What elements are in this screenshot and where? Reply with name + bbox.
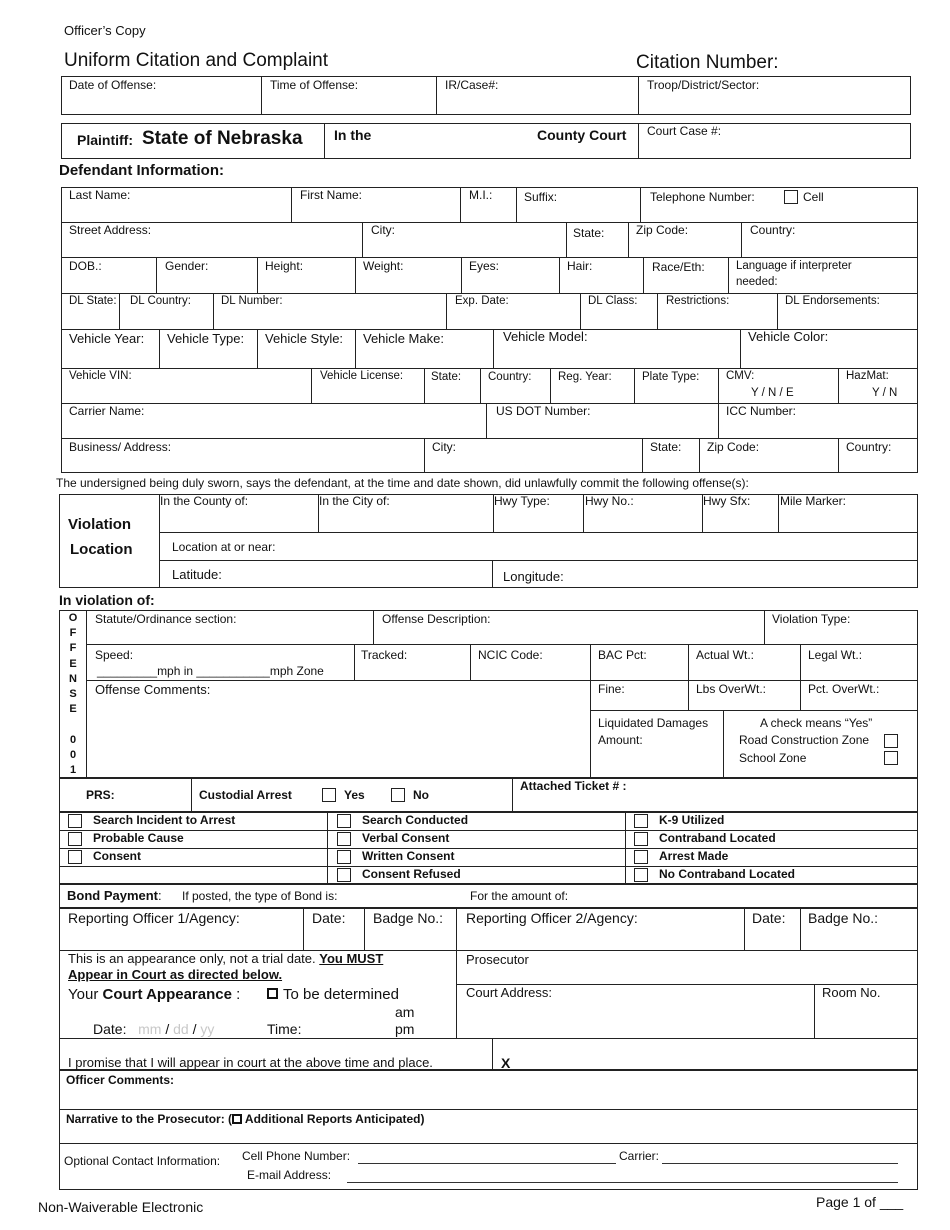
liquidated-amount-label: Amount: bbox=[598, 733, 643, 747]
hwy-type-field[interactable]: Hwy Type: bbox=[494, 494, 550, 508]
offense-description-field[interactable]: Offense Description: bbox=[382, 612, 491, 626]
last-name-field[interactable]: Last Name: bbox=[69, 188, 131, 202]
school-zone-label: School Zone bbox=[739, 751, 807, 765]
carrier-name-field[interactable]: Carrier Name: bbox=[69, 404, 145, 418]
offense-number-letters bbox=[62, 611, 84, 778]
prs-field[interactable]: PRS: bbox=[86, 788, 115, 802]
appearance-time-field[interactable]: Time: bbox=[267, 1021, 302, 1037]
business-city-field[interactable]: City: bbox=[432, 440, 456, 454]
ncic-code-field[interactable]: NCIC Code: bbox=[478, 648, 543, 662]
written-consent-checkbox[interactable] bbox=[337, 850, 351, 864]
custodial-no-checkbox[interactable] bbox=[391, 788, 405, 802]
violation-heading-2: Location bbox=[70, 541, 133, 558]
date-yy-placeholder: yy bbox=[200, 1021, 215, 1037]
bond-payment-label: Bond Payment: bbox=[67, 888, 162, 903]
country-field[interactable]: Country: bbox=[750, 223, 796, 237]
search-conducted-checkbox[interactable] bbox=[337, 814, 351, 828]
business-address-field[interactable]: Business/ Address: bbox=[69, 440, 172, 454]
footer-left: Non-Waiverable Electronic bbox=[38, 1199, 204, 1215]
consent-label: Consent bbox=[93, 849, 141, 863]
ir-case-field[interactable]: IR/Case#: bbox=[445, 78, 499, 92]
no-contraband-checkbox[interactable] bbox=[634, 868, 648, 882]
lbs-overwt-field[interactable]: Lbs OverWt.: bbox=[696, 682, 767, 696]
custodial-arrest-label: Custodial Arrest bbox=[199, 788, 292, 802]
carrier-input[interactable] bbox=[662, 1163, 898, 1164]
legal-wt-field[interactable]: Legal Wt.: bbox=[808, 648, 863, 662]
date-dd-placeholder: dd bbox=[173, 1021, 189, 1037]
am-option[interactable]: am bbox=[395, 1004, 415, 1020]
consent-refused-checkbox[interactable] bbox=[337, 868, 351, 882]
narrative-field[interactable]: Narrative to the Prosecutor: ( Additional Reports Anticipated) bbox=[66, 1112, 425, 1126]
no-contraband-label: No Contraband Located bbox=[659, 867, 796, 881]
court-case-field[interactable]: Court Case #: bbox=[647, 124, 722, 138]
prosecutor-field[interactable]: Prosecutor bbox=[466, 952, 529, 967]
officer-1-badge-field[interactable]: Badge No.: bbox=[373, 910, 444, 926]
check-means-note: A check means “Yes” bbox=[760, 716, 873, 730]
hwy-no-field[interactable]: Hwy No.: bbox=[585, 494, 634, 508]
telephone-field[interactable]: Telephone Number: bbox=[650, 190, 755, 204]
hazmat-options[interactable]: Y / N bbox=[872, 387, 898, 399]
vehicle-type-field[interactable]: Vehicle Type: bbox=[167, 331, 245, 346]
vehicle-style-field[interactable]: Vehicle Style: bbox=[265, 331, 344, 346]
troop-district-field[interactable]: Troop/District/Sector: bbox=[647, 78, 760, 92]
contraband-located-label: Contraband Located bbox=[659, 831, 776, 845]
vehicle-color-field[interactable]: Vehicle Color: bbox=[748, 329, 829, 344]
suffix-field[interactable]: Suffix: bbox=[524, 190, 558, 204]
custodial-yes-checkbox[interactable] bbox=[322, 788, 336, 802]
appearance-notice-2: Appear in Court as directed below. bbox=[68, 967, 283, 982]
pct-overwt-field[interactable]: Pct. OverWt.: bbox=[808, 682, 880, 696]
first-name-field[interactable]: First Name: bbox=[300, 188, 363, 202]
bond-amount-field[interactable]: For the amount of: bbox=[470, 889, 569, 903]
eyes-field[interactable]: Eyes: bbox=[469, 259, 500, 273]
county-of-field[interactable]: In the County of: bbox=[160, 494, 249, 508]
written-consent-label: Written Consent bbox=[362, 849, 455, 863]
signature-field[interactable]: X bbox=[501, 1055, 511, 1071]
officer-comments-box bbox=[59, 1070, 918, 1110]
location-near-field[interactable]: Location at or near: bbox=[172, 540, 276, 554]
citation-number-label: Citation Number: bbox=[636, 52, 779, 73]
offense-letter: 0 bbox=[69, 748, 77, 761]
probable-cause-label: Probable Cause bbox=[93, 831, 184, 845]
court-appearance-label: Your Court Appearance : bbox=[68, 986, 241, 1003]
offense-letter: F bbox=[69, 627, 77, 640]
offense-letter: S bbox=[69, 688, 77, 701]
offense-letter: E bbox=[69, 703, 77, 716]
time-of-offense-field[interactable]: Time of Offense: bbox=[270, 78, 359, 92]
language-needed-label: needed: bbox=[736, 276, 778, 288]
appearance-notice: This is an appearance only, not a trial date. You MUST bbox=[68, 951, 384, 966]
vehicle-country-field[interactable]: Country: bbox=[488, 371, 532, 383]
violation-heading-1: Violation bbox=[68, 516, 132, 533]
verbal-consent-label: Verbal Consent bbox=[362, 831, 450, 845]
search-incident-checkbox[interactable] bbox=[68, 814, 82, 828]
offense-letter: F bbox=[69, 642, 77, 655]
vehicle-make-field[interactable]: Vehicle Make: bbox=[363, 331, 444, 346]
vehicle-year-field[interactable]: Vehicle Year: bbox=[69, 331, 145, 346]
road-construction-checkbox[interactable] bbox=[884, 734, 898, 748]
business-zip-field[interactable]: Zip Code: bbox=[707, 440, 760, 454]
bond-type-field[interactable]: If posted, the type of Bond is: bbox=[182, 889, 338, 903]
carrier-label: Carrier: bbox=[619, 1149, 660, 1163]
copy-label: Officer’s Copy bbox=[64, 23, 146, 38]
city-field[interactable]: City: bbox=[371, 223, 395, 237]
vehicle-model-field[interactable]: Vehicle Model: bbox=[503, 329, 588, 344]
mi-field[interactable]: M.I.: bbox=[469, 188, 493, 202]
dl-state-field[interactable]: DL State: bbox=[69, 295, 117, 307]
gender-field[interactable]: Gender: bbox=[165, 259, 209, 273]
hazmat-field[interactable]: HazMat: bbox=[846, 370, 889, 382]
reg-year-field[interactable]: Reg. Year: bbox=[558, 371, 612, 383]
language-field[interactable]: Language if interpreter bbox=[736, 260, 852, 272]
vehicle-license-field[interactable]: Vehicle License: bbox=[320, 370, 404, 382]
business-state-field[interactable]: State: bbox=[650, 440, 682, 454]
dl-country-field[interactable]: DL Country: bbox=[130, 295, 191, 307]
email-input[interactable] bbox=[347, 1182, 898, 1183]
restrictions-field[interactable]: Restrictions: bbox=[666, 295, 730, 307]
school-zone-checkbox[interactable] bbox=[884, 751, 898, 765]
reporting-officer-1-field[interactable]: Reporting Officer 1/Agency: bbox=[68, 910, 240, 926]
liquidated-damages-field[interactable]: Liquidated Damages bbox=[598, 716, 709, 730]
in-violation-heading: In violation of: bbox=[59, 592, 155, 608]
sworn-statement: The undersigned being duly sworn, says the defendant, at the time and date shown, did unlawfully commit the following offense(s): bbox=[56, 476, 749, 490]
plaintiff-value: State of Nebraska bbox=[142, 128, 303, 149]
k9-utilized-label: K-9 Utilized bbox=[659, 813, 725, 827]
to-be-determined-checkbox[interactable] bbox=[267, 988, 278, 999]
speed-field[interactable]: Speed: bbox=[95, 648, 134, 662]
contraband-located-checkbox[interactable] bbox=[634, 832, 648, 846]
optional-contact-label: Optional Contact Information: bbox=[64, 1154, 221, 1168]
city-of-field[interactable]: In the City of: bbox=[319, 494, 390, 508]
offense-letter: N bbox=[69, 672, 77, 685]
race-field[interactable]: Race/Eth: bbox=[652, 260, 705, 274]
officer-1-date-field[interactable]: Date: bbox=[312, 910, 346, 926]
cell-label: Cell bbox=[803, 190, 824, 204]
vehicle-vin-field[interactable]: Vehicle VIN: bbox=[69, 370, 132, 382]
attached-ticket-field[interactable]: Attached Ticket # : bbox=[520, 779, 627, 793]
to-be-determined-label: To be determined bbox=[283, 986, 399, 1003]
street-address-field[interactable]: Street Address: bbox=[69, 223, 152, 237]
speed-zone-line[interactable]: _________mph in ___________mph Zone bbox=[97, 664, 324, 678]
vehicle-state-field[interactable]: State: bbox=[431, 371, 462, 383]
offense-letter: E bbox=[69, 657, 77, 670]
violation-type-field[interactable]: Violation Type: bbox=[772, 612, 851, 626]
arrest-row bbox=[59, 778, 918, 812]
date-mm-placeholder: mm bbox=[138, 1021, 162, 1037]
dob-field[interactable]: DOB.: bbox=[69, 259, 102, 273]
latitude-field[interactable]: Latitude: bbox=[172, 567, 222, 582]
verbal-consent-checkbox[interactable] bbox=[337, 832, 351, 846]
hwy-sfx-field[interactable]: Hwy Sfx: bbox=[703, 494, 751, 508]
email-label: E-mail Address: bbox=[247, 1168, 332, 1182]
dl-endorsements-field[interactable]: DL Endorsements: bbox=[785, 295, 880, 307]
officer-2-badge-field[interactable]: Badge No.: bbox=[808, 910, 879, 926]
tracked-field[interactable]: Tracked: bbox=[361, 648, 408, 662]
in-the-label: In the bbox=[334, 127, 372, 143]
cell-phone-label: Cell Phone Number: bbox=[242, 1149, 351, 1163]
promise-statement: I promise that I will appear in court at the above time and place. bbox=[68, 1055, 433, 1070]
offense-letter: O bbox=[68, 612, 78, 624]
cell-checkbox[interactable] bbox=[784, 190, 798, 204]
court-address-field[interactable]: Court Address: bbox=[466, 985, 552, 1000]
cmv-options[interactable]: Y / N / E bbox=[751, 387, 794, 399]
offense-letter: 1 bbox=[69, 764, 77, 777]
zip-code-field[interactable]: Zip Code: bbox=[636, 223, 689, 237]
plate-type-field[interactable]: Plate Type: bbox=[642, 371, 700, 383]
cell-phone-input[interactable] bbox=[358, 1163, 616, 1164]
custodial-no-label: No bbox=[413, 788, 429, 802]
appearance-date-field[interactable]: Date: mm / dd / yy bbox=[93, 1021, 215, 1037]
consent-checkbox[interactable] bbox=[68, 850, 82, 864]
us-dot-field[interactable]: US DOT Number: bbox=[496, 404, 591, 418]
officer-2-date-field[interactable]: Date: bbox=[752, 910, 786, 926]
cmv-field[interactable]: CMV: bbox=[726, 370, 755, 382]
bac-pct-field[interactable]: BAC Pct: bbox=[598, 648, 647, 662]
pm-option[interactable]: pm bbox=[395, 1021, 415, 1037]
custodial-yes-label: Yes bbox=[344, 788, 365, 802]
offense-letter: 0 bbox=[69, 733, 77, 746]
road-construction-label: Road Construction Zone bbox=[739, 733, 870, 747]
page-number: Page 1 of ___ bbox=[816, 1194, 904, 1210]
date-of-offense-field[interactable]: Date of Offense: bbox=[69, 78, 157, 92]
dl-class-field[interactable]: DL Class: bbox=[588, 295, 638, 307]
defendant-heading: Defendant Information: bbox=[59, 162, 224, 179]
county-court-label: County Court bbox=[537, 127, 627, 143]
icc-number-field[interactable]: ICC Number: bbox=[726, 404, 797, 418]
hair-field[interactable]: Hair: bbox=[567, 259, 593, 273]
k9-utilized-checkbox[interactable] bbox=[634, 814, 648, 828]
offense-letter bbox=[62, 717, 84, 732]
longitude-field[interactable]: Longitude: bbox=[503, 569, 564, 584]
business-country-field[interactable]: Country: bbox=[846, 440, 892, 454]
consent-refused-label: Consent Refused bbox=[362, 867, 461, 881]
form-title: Uniform Citation and Complaint bbox=[64, 50, 329, 71]
height-field[interactable]: Height: bbox=[265, 259, 304, 273]
arrest-made-label: Arrest Made bbox=[659, 849, 729, 863]
exp-date-field[interactable]: Exp. Date: bbox=[455, 295, 509, 307]
reporting-officer-2-field[interactable]: Reporting Officer 2/Agency: bbox=[466, 910, 638, 926]
fine-field[interactable]: Fine: bbox=[598, 682, 625, 696]
probable-cause-checkbox[interactable] bbox=[68, 832, 82, 846]
weight-field[interactable]: Weight: bbox=[363, 259, 404, 273]
arrest-made-checkbox[interactable] bbox=[634, 850, 648, 864]
officer-comments-field[interactable]: Officer Comments: bbox=[66, 1073, 175, 1087]
room-no-field[interactable]: Room No. bbox=[822, 985, 881, 1000]
dl-number-field[interactable]: DL Number: bbox=[221, 295, 283, 307]
statute-field[interactable]: Statute/Ordinance section: bbox=[95, 612, 237, 626]
state-field[interactable]: State: bbox=[573, 226, 605, 240]
search-conducted-label: Search Conducted bbox=[362, 813, 469, 827]
search-incident-label: Search Incident to Arrest bbox=[93, 813, 236, 827]
additional-reports-checkbox[interactable] bbox=[232, 1114, 242, 1124]
plaintiff-label: Plaintiff: bbox=[77, 132, 133, 148]
actual-wt-field[interactable]: Actual Wt.: bbox=[696, 648, 755, 662]
offense-comments-field[interactable]: Offense Comments: bbox=[95, 682, 211, 697]
mile-marker-field[interactable]: Mile Marker: bbox=[780, 494, 847, 508]
